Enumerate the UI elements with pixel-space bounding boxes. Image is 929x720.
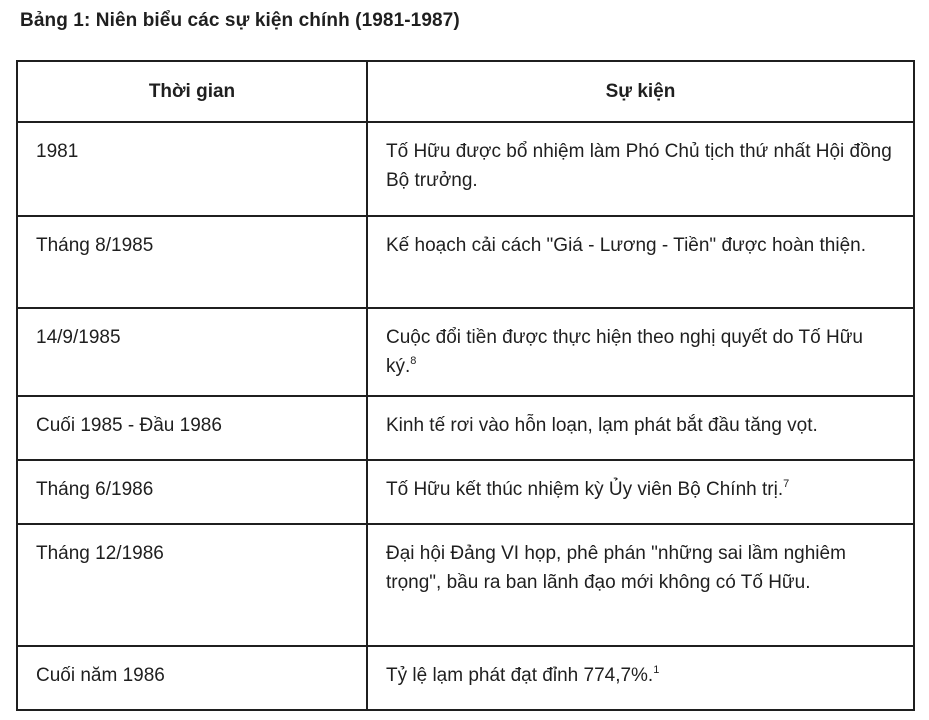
event-cell [367, 646, 914, 710]
event-cell [367, 460, 914, 524]
time-cell: Tháng 8/1985 [17, 216, 367, 308]
event-text: Tỷ lệ lạm phát đạt đỉnh 774,7%. [386, 665, 654, 686]
event-text: Tố Hữu được bổ nhiệm làm Phó Chủ tịch thứ nhất Hội đồng Bộ trưởng. [386, 141, 892, 191]
table-row [17, 122, 914, 216]
time-cell: 1981 [17, 122, 367, 216]
footnote-marker[interactable]: 1 [653, 663, 660, 676]
event-text: Tố Hữu kết thúc nhiệm kỳ Ủy viên Bộ Chính trị. [386, 479, 784, 500]
table-row [17, 646, 914, 710]
header-time: Thời gian [17, 61, 367, 122]
footnote-marker[interactable]: 8 [410, 354, 417, 367]
event-text: Kế hoạch cải cách "Giá - Lương - Tiền" được hoàn thiện. [386, 235, 866, 256]
event-text: Kinh tế rơi vào hỗn loạn, lạm phát bắt đầu tăng vọt. [386, 415, 818, 436]
timeline-table [16, 60, 915, 711]
footnote-marker[interactable]: 7 [783, 477, 790, 490]
table-header-row [17, 61, 914, 122]
time-cell: Cuối năm 1986 [17, 646, 367, 710]
event-cell [367, 308, 914, 396]
event-cell [367, 396, 914, 460]
table-row [17, 308, 914, 396]
event-cell [367, 524, 914, 646]
time-cell: Tháng 12/1986 [17, 524, 367, 646]
header-event: Sự kiện [367, 61, 914, 122]
event-cell [367, 122, 914, 216]
event-cell [367, 216, 914, 308]
table-caption: Bảng 1: Niên biểu các sự kiện chính (1981-1987) [20, 10, 460, 31]
time-cell: Tháng 6/1986 [17, 460, 367, 524]
time-cell: Cuối 1985 - Đầu 1986 [17, 396, 367, 460]
table-row [17, 460, 914, 524]
time-cell: 14/9/1985 [17, 308, 367, 396]
event-text: Cuộc đổi tiền được thực hiện theo nghị quyết do Tố Hữu ký. [386, 327, 863, 377]
table-row [17, 216, 914, 308]
table-row [17, 524, 914, 646]
table-row [17, 396, 914, 460]
event-text: Đại hội Đảng VI họp, phê phán "những sai lầm nghiêm trọng", bầu ra ban lãnh đạo mới không có Tố Hữu. [386, 543, 846, 593]
